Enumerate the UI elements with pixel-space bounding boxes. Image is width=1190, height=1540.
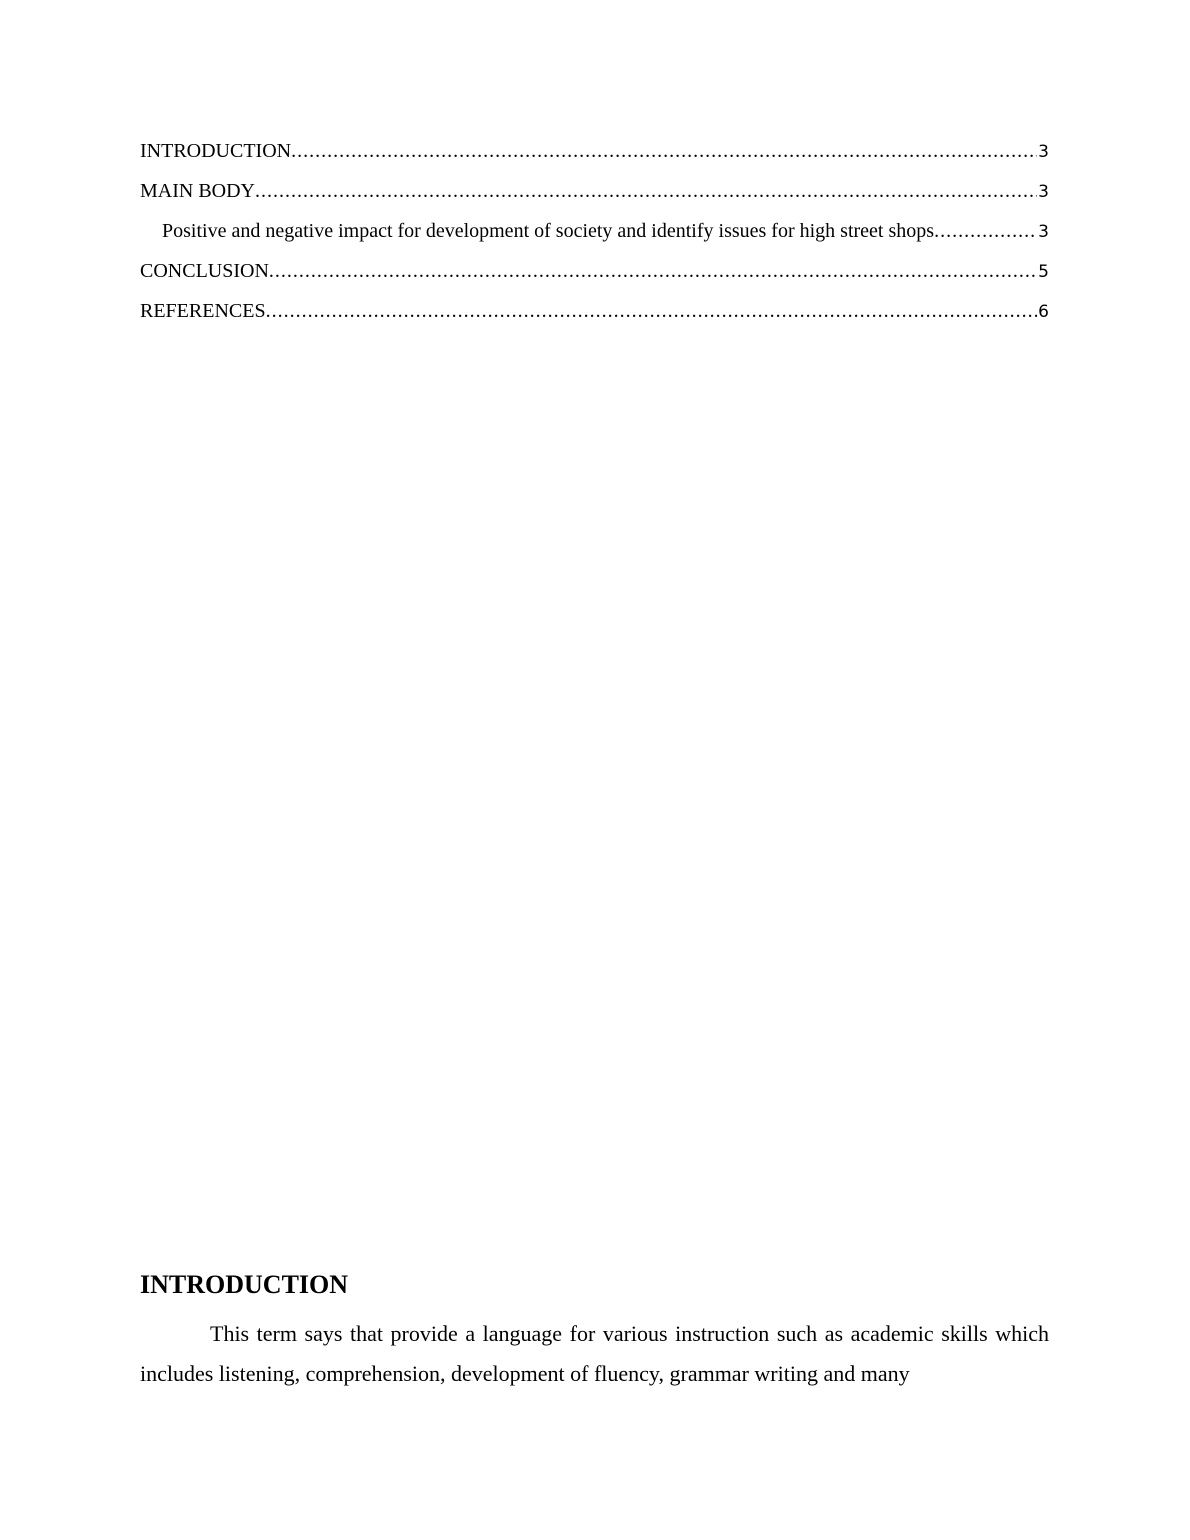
toc-entry-title: MAIN BODY: [140, 180, 255, 202]
toc-entry-introduction[interactable]: [140, 140, 1049, 180]
toc-entry-page: 5: [1038, 262, 1049, 282]
toc-entry-references[interactable]: [140, 300, 1049, 340]
toc-entry-page: 3: [1038, 142, 1049, 162]
toc-entry-title: REFERENCES: [140, 300, 266, 322]
toc-entry-page: 6: [1038, 302, 1049, 322]
toc-entry-title: Positive and negative impact for development of society and identify issues for high street shops: [162, 220, 935, 242]
toc-dot-leader: [269, 260, 1037, 283]
toc-entry-title: CONCLUSION: [140, 260, 269, 282]
toc-entry-page: 3: [1038, 182, 1049, 202]
toc-entry-title: INTRODUCTION: [140, 140, 292, 162]
toc-dot-leader: [255, 180, 1037, 203]
toc-entry-positive-negative-impact[interactable]: [140, 220, 1049, 260]
toc-entry-main-body[interactable]: [140, 180, 1049, 220]
toc-dot-leader: [266, 300, 1038, 323]
table-of-contents: [140, 140, 1049, 340]
introduction-paragraph: This term says that provide a language for various instruction such as academic skills which includes listening, comprehension, development of fluency, grammar writing and many: [140, 1321, 1049, 1386]
toc-entry-conclusion[interactable]: [140, 260, 1049, 300]
introduction-heading: INTRODUCTION: [140, 1270, 349, 1299]
toc-dot-leader: [934, 220, 1037, 243]
introduction-section: [140, 1266, 1049, 1394]
toc-entry-page: 3: [1038, 222, 1049, 242]
toc-dot-leader: [291, 140, 1037, 163]
